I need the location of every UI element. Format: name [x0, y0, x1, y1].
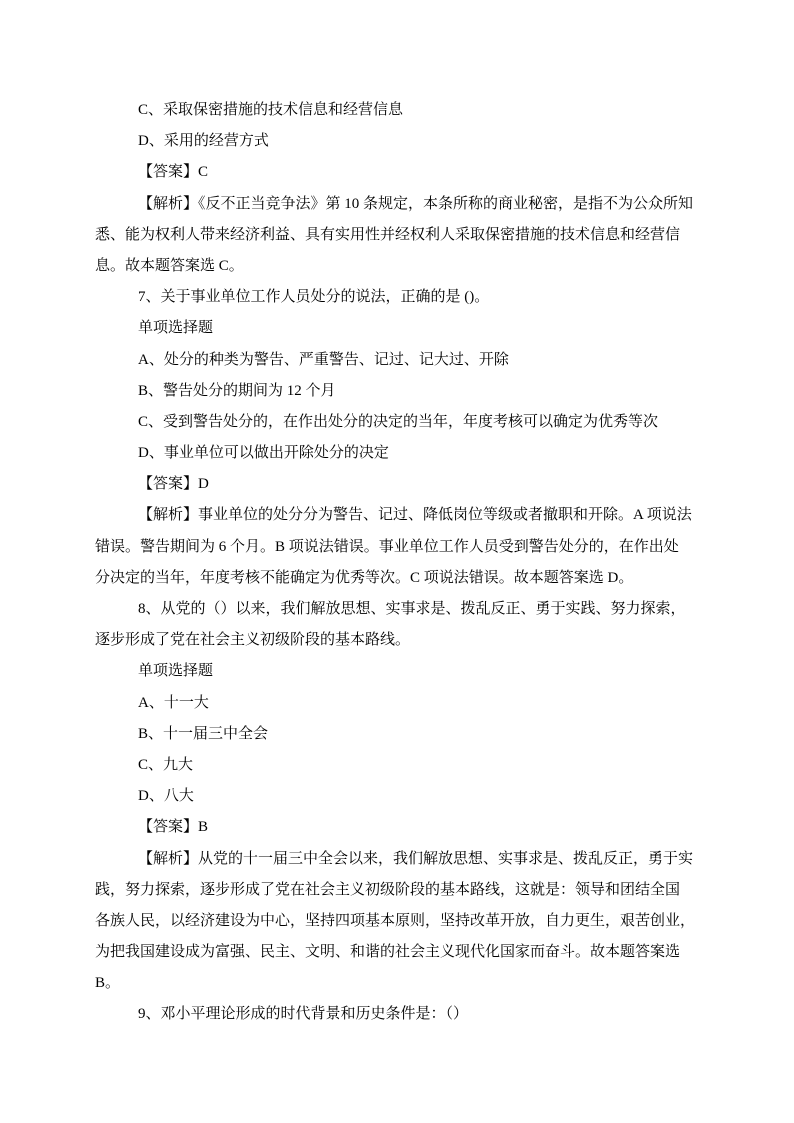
document-body — [95, 95, 696, 1031]
q7-analysis-line: 错误。警告期间为 6 个月。B 项说法错误。事业单位工作人员受到警告处分的，在作出处 — [95, 538, 679, 555]
q7-question: 7、关于事业单位工作人员处分的说法，正确的是 ()。 — [138, 289, 490, 306]
q8-analysis-line: B。 — [95, 975, 121, 992]
q8-option-b: B、十一届三中全会 — [138, 725, 269, 742]
q6-analysis-line: 悉、能为权利人带来经济利益、具有实用性并经权利人采取保密措施的技术信息和经营信 — [95, 226, 681, 243]
q7-option-d: D、事业单位可以做出开除处分的决定 — [138, 445, 389, 462]
q6-analysis-line: 息。故本题答案选 C。 — [95, 257, 244, 274]
q9-question: 9、邓小平理论形成的时代背景和历史条件是：（） — [138, 1006, 469, 1023]
q8-analysis-line: 各族人民，以经济建设为中心，坚持四项基本原则，坚持改革开放，自力更生，艰苦创业， — [95, 912, 696, 929]
q7-analysis-line: 分决定的当年，年度考核不能确定为优秀等次。C 项说法错误。故本题答案选 D。 — [95, 569, 634, 586]
q7-answer: 【答案】D — [138, 476, 209, 493]
q8-answer: 【答案】B — [138, 819, 209, 836]
q8-type-label: 单项选择题 — [138, 663, 214, 680]
q8-analysis-line: 践，努力探索，逐步形成了党在社会主义初级阶段的基本路线，这就是：领导和团结全国 — [95, 881, 681, 898]
q6-option-c: C、采取保密措施的技术信息和经营信息 — [138, 102, 404, 118]
q7-option-a: A、处分的种类为警告、严重警告、记过、记大过、开除 — [138, 351, 509, 368]
q8-question-line: 8、从党的（）以来，我们解放思想、实事求是、拨乱反正、勇于实践、努力探索， — [138, 601, 686, 617]
q7-option-c: C、受到警告处分的，在作出处分的决定的当年，年度考核可以确定为优秀等次 — [138, 413, 659, 430]
q8-option-d: D、八大 — [138, 788, 194, 805]
q8-option-a: A、十一大 — [138, 694, 209, 711]
q8-question-line: 逐步形成了党在社会主义初级阶段的基本路线。 — [95, 632, 411, 649]
q8-option-c: C、九大 — [138, 756, 194, 773]
q7-type-label: 单项选择题 — [138, 320, 214, 337]
q6-option-d: D、采用的经营方式 — [138, 133, 269, 150]
q7-analysis-line: 【解析】事业单位的处分分为警告、记过、降低岗位等级或者撤职和开除。A 项说法 — [138, 507, 692, 524]
q8-analysis-line: 【解析】从党的十一届三中全会以来，我们解放思想、实事求是、拨乱反正，勇于实 — [138, 850, 694, 867]
q7-option-b: B、警告处分的期间为 12 个月 — [138, 382, 336, 399]
q6-analysis-line: 【解析】《反不正当竞争法》第 10 条规定，本条所称的商业秘密，是指不为公众所知 — [138, 195, 694, 212]
q8-analysis-line: 为把我国建设成为富强、民主、文明、和谐的社会主义现代化国家而奋斗。故本题答案选 — [95, 944, 681, 961]
q6-answer: 【答案】C — [138, 164, 209, 181]
